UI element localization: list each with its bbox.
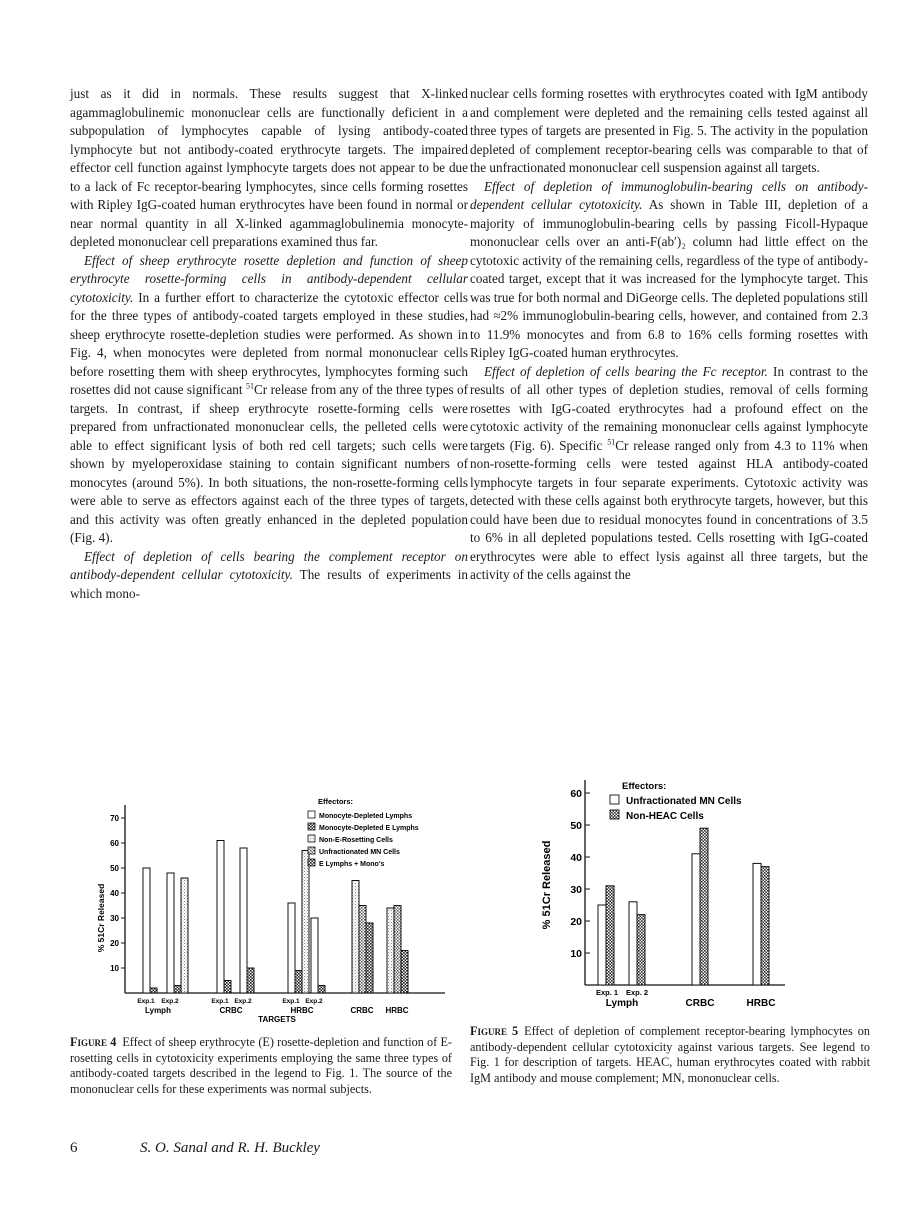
legend-swatch (308, 823, 315, 830)
x-group-label: CRBC (350, 1006, 374, 1015)
left-column (70, 85, 468, 603)
legend-title: Effectors: (318, 797, 354, 806)
y-tick-label: 30 (110, 914, 119, 923)
figure-label: Figure 5 (470, 1024, 519, 1038)
x-group-label: CRBC (685, 998, 715, 1009)
x-axis-label: TARGETS (258, 1015, 296, 1024)
y-axis-label: % 51Cr Released (541, 840, 553, 930)
x-sub-label: Exp.1 (282, 998, 300, 1005)
y-tick-label: 70 (110, 814, 119, 823)
figure-4-chart (70, 790, 450, 1030)
page-number: 6 (70, 1140, 78, 1156)
bar (366, 923, 373, 993)
legend-swatch (610, 795, 619, 804)
bar (761, 867, 769, 985)
paragraph (470, 363, 868, 585)
caption-text: Effect of sheep erythrocyte (E) rosette-depletion and function of E-rosetting cells in cytotoxicity experiments employing the same three types of antibody-coated targets described in the legend to Fig. 1. The source of the mononuclear cells for these experiments was normal subjects. (70, 1035, 452, 1096)
y-tick-label: 20 (570, 916, 582, 928)
y-tick-label: 60 (570, 788, 582, 800)
paragraph-text: In a further effort to characterize the cytotoxic effector cells for the three types of antibody-coated targets employed in these studies, sheep erythrocyte rosette-depletion studies were performed. As shown in Fig. 4, when monocytes were depleted from normal mononuclear cells before rosetting them with sheep erythrocytes, lymphocytes forming such rosettes did not cause significant (70, 289, 468, 397)
legend-label: Monocyte-Depleted Lymphs (319, 813, 413, 820)
section-heading: Effect of depletion of cells bearing the Fc receptor. (484, 363, 768, 379)
bar (224, 981, 231, 994)
legend-swatch (308, 859, 315, 866)
bar (318, 986, 325, 994)
bar (288, 903, 295, 993)
bar (606, 886, 614, 985)
figure-5-chart (530, 770, 800, 1010)
figure-4-plot-area (110, 797, 445, 1024)
paragraph: just as it did in normals. These results suggest that X-linked agammaglobulinemic mononuclear cells are functionally deficient in a subpopulation of lymphocytes capable of lysing antibody-coated lymphocyte but not antibody-coated erythrocyte targets. The impaired effector cell function against lymphocyte targets does not appear to be due to a lack of Fc receptor-bearing lymphocytes, since cells forming rosettes with Ripley IgG-coated human erythrocytes have been found in normal or near normal quantity in all X-linked agammaglobulinemia monocyte-depleted mononuclear cell preparations examined thus far. (70, 86, 468, 249)
x-sub-label: Exp. 1 (595, 988, 619, 997)
superscript: 51 (245, 381, 254, 391)
legend-swatch (308, 847, 315, 854)
bar (700, 828, 708, 985)
running-head-authors: S. O. Sanal and R. H. Buckley (140, 1140, 320, 1156)
x-sub-label: Exp.1 (137, 998, 155, 1005)
bar (167, 873, 174, 993)
bar (247, 968, 254, 993)
y-axis-label: % 51Cr Released (96, 883, 106, 953)
x-sub-label: Exp.2 (234, 998, 252, 1005)
bar (311, 918, 318, 993)
paragraph: nuclear cells forming rosettes with erythrocytes coated with IgM antibody and complement were depleted and the remaining cells tested against all three types of targets are presented in Fig. 5. The activity in the population depleted of complement receptor-bearing cells was comparable to that of the unfractionated mononuclear cell suspension against all targets. (470, 86, 868, 175)
x-group-label: HRBC (385, 1006, 409, 1015)
bar (629, 902, 637, 985)
paragraph (470, 178, 868, 363)
page-footer (70, 1140, 320, 1157)
legend-swatch (308, 811, 315, 818)
y-tick-label: 10 (110, 964, 119, 973)
superscript: 51 (607, 437, 616, 447)
x-group-label: HRBC (290, 1006, 314, 1015)
bar (387, 908, 394, 993)
legend-label: Non-E-Rosetting Cells (319, 837, 393, 844)
x-sub-label: Exp.2 (161, 998, 179, 1005)
section-heading: Effect of depletion of cells bearing the complement receptor on antibody-dependent cellular cytotoxicity. (70, 548, 468, 582)
bar (692, 854, 700, 985)
paragraph-text: The results of experiments in which mono- (70, 567, 469, 601)
y-tick-label: 30 (570, 884, 582, 896)
paragraph-text: As shown in Table III, depletion of a majority of immunoglobulin-bearing cells by passing Ficoll-Hypaque mononuclear cells over an anti-F(ab′)₂ column had little effect on the cytotoxic activity of the remaining cells, regardless of the type of antibody-coated target, except that it was increased for the lymphocyte target. This was true for both normal and DiGeorge cells. The depleted populations still had ≈2% immunoglobulin-bearing cells, however, and contained from 2.3 to 11.9% monocytes and from 6.8 to 16% cells forming rosettes with Ripley IgG-coated human erythrocytes. (470, 197, 868, 360)
x-group-label: Lymph (605, 998, 639, 1009)
right-column (470, 85, 868, 585)
y-tick-label: 40 (110, 889, 119, 898)
legend-swatch (308, 835, 315, 842)
bar (401, 951, 408, 994)
paragraph-text: Cr release ranged only from 4.3 to 11% when non-rosette-forming cells were tested against HLA antibody-coated lymphocyte targets in four separate experiments. Cytotoxic activity was detected with these cells against both erythrocyte targets, however, but this could have been due to residual monocytes found in concentrations of 3.5 to 6% in all depleted populations tested. Cells rosetting with IgG-coated erythrocytes were able to effect lysis against all three targets, but the activity of the cells against the (470, 437, 868, 582)
x-group-label: HRBC (746, 998, 776, 1009)
bar (295, 971, 302, 994)
bar (174, 986, 181, 994)
paragraph-text: In contrast to the results of all other types of depletion studies, removal of cells forming rosettes with IgG-coated erythrocytes had a profound effect on the cytotoxic activity of the remaining mononuclear cells against lymphocyte targets (Fig. 6). Specific (470, 363, 868, 453)
caption-text: Effect of depletion of complement receptor-bearing lymphocytes on antibody-dependent cellular cytotoxicity against various targets. See legend to Fig. 1 for description of targets. HEAC, human erythrocytes coated with rabbit IgM antibody and mouse complement; MN, mononuclear cells. (470, 1024, 870, 1085)
figure-4-caption (70, 1035, 452, 1097)
bar (753, 863, 761, 985)
x-sub-label: Exp. 2 (625, 988, 649, 997)
legend-label: Unfractionated MN Cells (319, 849, 400, 856)
legend-label: E Lymphs + Mono's (319, 861, 385, 868)
x-group-label: Lymph (145, 1006, 171, 1015)
bar (150, 988, 157, 993)
legend-label: Monocyte-Depleted E Lymphs (319, 825, 419, 832)
bar (598, 905, 606, 985)
y-tick-label: 20 (110, 939, 119, 948)
legend-label: Unfractionated MN Cells (626, 796, 742, 807)
paragraph (70, 252, 468, 548)
legend-swatch (610, 810, 619, 819)
bar (302, 851, 309, 994)
y-tick-label: 40 (570, 852, 582, 864)
legend-title: Effectors: (622, 781, 667, 792)
bar (143, 868, 150, 993)
bar (181, 878, 188, 993)
y-tick-label: 50 (570, 820, 582, 832)
paragraph (70, 548, 468, 604)
figure-5-caption (470, 1024, 870, 1086)
legend-label: Non-HEAC Cells (626, 811, 704, 822)
y-tick-label: 60 (110, 839, 119, 848)
x-group-label: CRBC (219, 1006, 243, 1015)
section-heading: Effect of sheep erythrocyte rosette depletion and function of sheep erythrocyte rosette-forming cells in antibody-dependent cellular cytotoxicity. (70, 252, 468, 305)
x-sub-label: Exp.2 (305, 998, 323, 1005)
figure-5-plot-area (570, 780, 785, 1009)
paragraph-text: Cr release from any of the three types of targets. In contrast, if sheep erythrocyte rosette-forming cells were prepared from unfractionated mononuclear cells, the pelleted cells were able to effect significant lysis of both red cell targets; such cells were shown by myeloperoxidase staining to contain significant numbers of monocytes (around 5%). In both situations, the non-rosette-forming cells were able to serve as effectors against each of the three types of targets, and this activity was often greatly enhanced in the depleted population (Fig. 4). (70, 382, 468, 545)
y-tick-label: 50 (110, 864, 119, 873)
bar (394, 906, 401, 994)
figure-label: Figure 4 (70, 1035, 117, 1049)
bar (240, 848, 247, 993)
bar (637, 915, 645, 985)
bar (359, 906, 366, 994)
bar (352, 881, 359, 994)
x-sub-label: Exp.1 (211, 998, 229, 1005)
section-heading: Effect of depletion of immunoglobulin-bearing cells on antibody-dependent cellular cytotoxicity. (470, 178, 868, 212)
y-tick-label: 10 (570, 948, 582, 960)
bar (217, 841, 224, 994)
